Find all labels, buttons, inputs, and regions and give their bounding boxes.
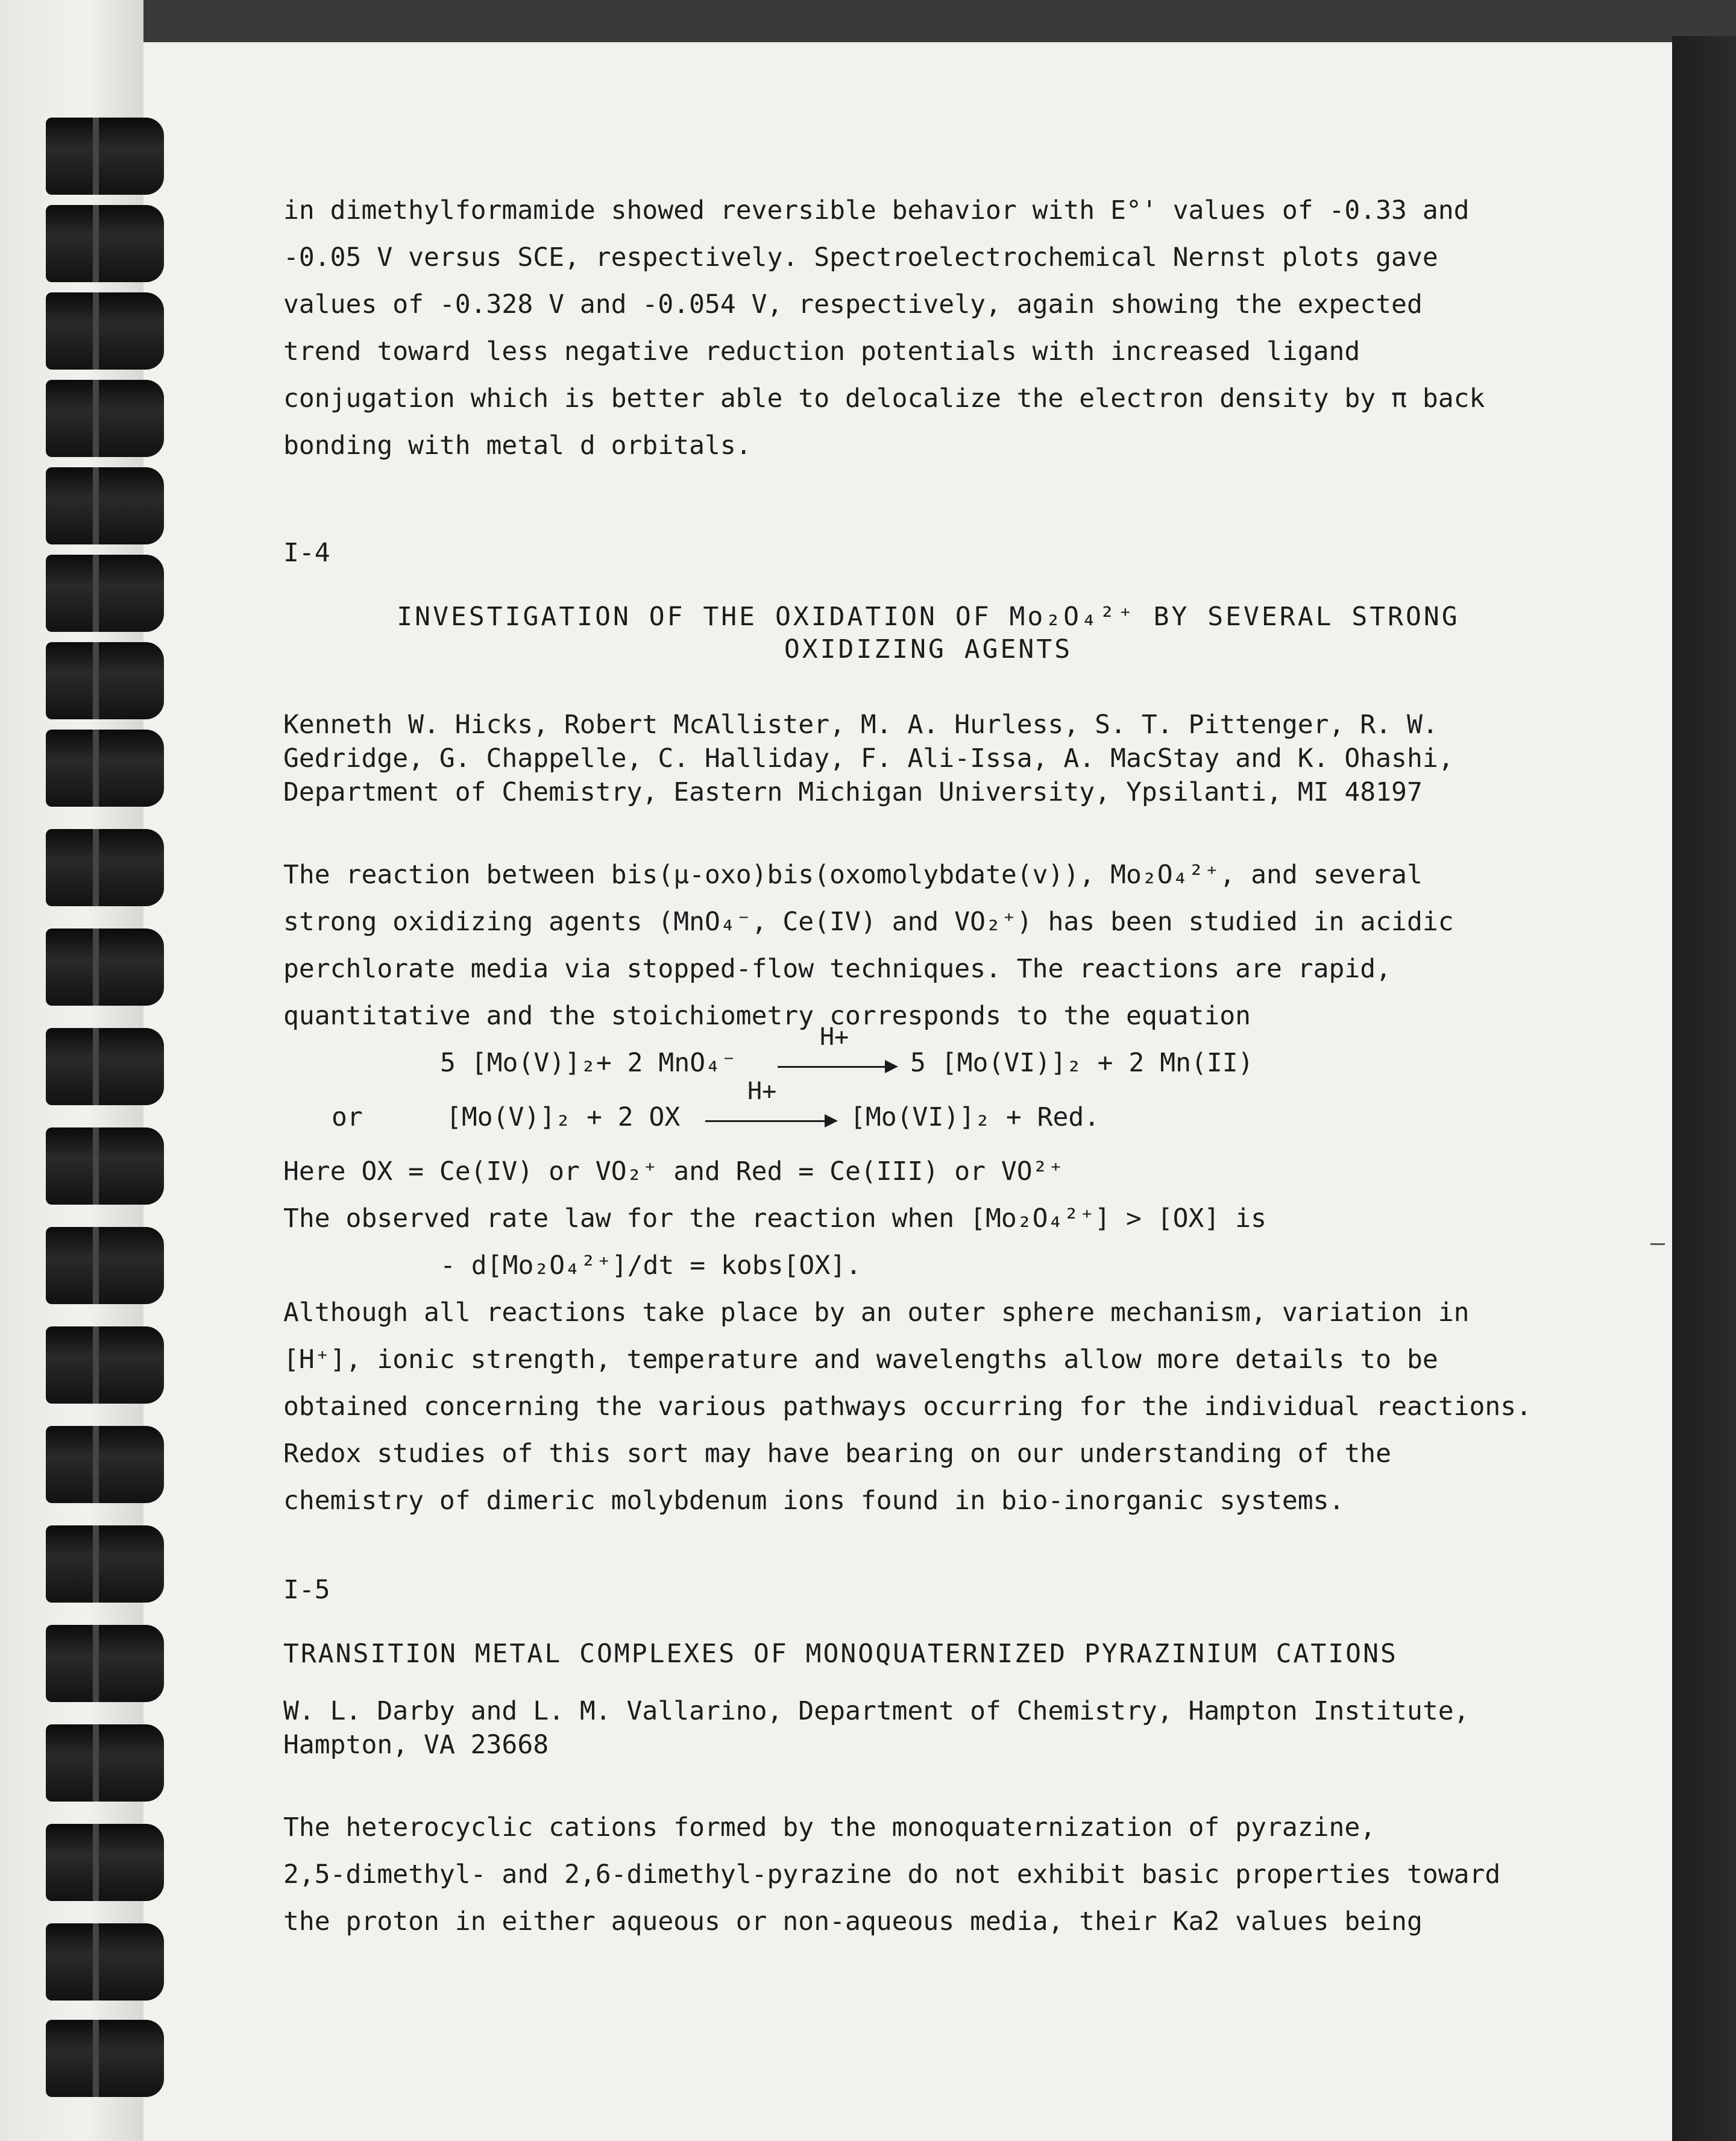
binding-ring — [46, 642, 164, 719]
binding-ring — [46, 467, 164, 544]
text-line: 2,5-dimethyl- and 2,6-dimethyl-pyrazine do not exhibit basic properties toward — [283, 1859, 1501, 1890]
text-line: quantitative and the stoichiometry corresponds to the equation — [283, 1001, 1251, 1031]
binding-ring — [46, 380, 164, 457]
arrow-label: H+ — [820, 1023, 849, 1051]
binding-ring — [46, 205, 164, 282]
binding-ring — [46, 730, 164, 807]
equation-2 — [283, 1077, 1573, 1148]
text-line: -0.05 V versus SCE, respectively. Spectroelectrochemical Nernst plots gave — [283, 242, 1438, 273]
text-line: Redox studies of this sort may have bearing on our understanding of the — [283, 1439, 1392, 1469]
binding-ring — [46, 2020, 164, 2097]
binding-ring — [46, 1923, 164, 2001]
text-line: in dimethylformamide showed reversible behavior with E°' values of -0.33 and — [283, 195, 1470, 225]
reaction-arrow — [778, 1023, 898, 1077]
abstract-closing — [283, 1289, 1573, 1524]
title-line: INVESTIGATION OF THE OXIDATION OF Mo₂O₄²⁺ BY SEVERAL STRONG — [397, 602, 1460, 632]
author-list — [283, 708, 1573, 809]
text-line: bonding with metal d orbitals. — [283, 430, 752, 461]
abstract-title: TRANSITION METAL COMPLEXES OF MONOQUATERNIZED PYRAZINIUM CATIONS — [283, 1639, 1398, 1669]
reaction-arrow — [705, 1077, 838, 1131]
equation-prefix: or — [332, 1102, 363, 1132]
equation-right: [Mo(VI)]₂ + Red. — [850, 1102, 1100, 1132]
text-line: obtained concerning the various pathways occurring for the individual reactions. — [283, 1392, 1532, 1422]
title-line: OXIDIZING AGENTS — [784, 634, 1073, 664]
text-line: perchlorate media via stopped-flow techniques. The reactions are rapid, — [283, 954, 1392, 984]
binding-ring — [46, 118, 164, 195]
text-line: Although all reactions take place by an outer sphere mechanism, variation in — [283, 1298, 1470, 1328]
edge-mark — [1650, 1243, 1665, 1245]
text-line: strong oxidizing agents (MnO₄⁻, Ce(IV) and VO₂⁺) has been studied in acidic — [283, 907, 1454, 937]
binding-ring — [46, 292, 164, 370]
binding-ring — [46, 1227, 164, 1304]
document-text — [283, 187, 1573, 1945]
text-line: [H⁺], ionic strength, temperature and wavelengths allow more details to be — [283, 1345, 1438, 1375]
rate-equation: - d[Mo₂O₄²⁺]/dt = kobs[OX]. — [440, 1250, 861, 1281]
abstract-number: I-5 — [283, 1575, 330, 1605]
abstract-number: I-4 — [283, 538, 330, 568]
arrow-label: H+ — [747, 1077, 777, 1105]
text-line: conjugation which is better able to delocalize the electron density by π back — [283, 383, 1485, 414]
text-line: values of -0.328 V and -0.054 V, respectively, again showing the expected — [283, 289, 1423, 320]
abstract-body — [283, 1804, 1573, 1945]
binding-ring — [46, 829, 164, 906]
abstract-title — [283, 601, 1573, 666]
abstract-body — [283, 851, 1573, 1039]
text-line: The heterocyclic cations formed by the monoquaternization of pyrazine, — [283, 1812, 1376, 1843]
author-list — [283, 1694, 1573, 1762]
text-line: trend toward less negative reduction potentials with increased ligand — [283, 336, 1360, 367]
intro-paragraph — [283, 187, 1573, 469]
equation-1 — [283, 1023, 1573, 1094]
binding-ring — [46, 1824, 164, 1901]
text-line: the proton in either aqueous or non-aqueous media, their Ka2 values being — [283, 1906, 1423, 1937]
binding-ring — [46, 1426, 164, 1503]
author-line: Hampton, VA 23668 — [283, 1730, 549, 1760]
binding-ring — [46, 1326, 164, 1404]
text-line: The observed rate law for the reaction when [Mo₂O₄²⁺] > [OX] is — [283, 1203, 1266, 1234]
author-line: Department of Chemistry, Eastern Michigan University, Ypsilanti, MI 48197 — [283, 777, 1423, 807]
text-line: chemistry of dimeric molybdenum ions found in bio-inorganic systems. — [283, 1486, 1345, 1516]
binding-ring — [46, 1525, 164, 1603]
binding-ring — [46, 1724, 164, 1802]
binding-ring — [46, 555, 164, 632]
text-line: The reaction between bis(μ-oxo)bis(oxomolybdate(v)), Mo₂O₄²⁺, and several — [283, 860, 1423, 890]
binding-ring — [46, 1625, 164, 1702]
binding-ring — [46, 929, 164, 1006]
author-line: Gedridge, G. Chappelle, C. Halliday, F. Ali-Issa, A. MacStay and K. Ohashi, — [283, 743, 1454, 774]
equation-left: 5 [Mo(V)]₂+ 2 MnO₄⁻ — [440, 1048, 737, 1078]
text-line: Here OX = Ce(IV) or VO₂⁺ and Red = Ce(III) or VO²⁺ — [283, 1156, 1064, 1187]
equation-right: 5 [Mo(VI)]₂ + 2 Mn(II) — [910, 1048, 1254, 1078]
binding-ring — [46, 1127, 164, 1205]
page-edge-shadow — [1672, 36, 1736, 2141]
binding-ring — [46, 1028, 164, 1105]
author-line: Kenneth W. Hicks, Robert McAllister, M. A. Hurless, S. T. Pittenger, R. W. — [283, 710, 1438, 740]
author-line: W. L. Darby and L. M. Vallarino, Department of Chemistry, Hampton Institute, — [283, 1696, 1470, 1726]
equation-left: [Mo(V)]₂ + 2 OX — [446, 1102, 681, 1132]
